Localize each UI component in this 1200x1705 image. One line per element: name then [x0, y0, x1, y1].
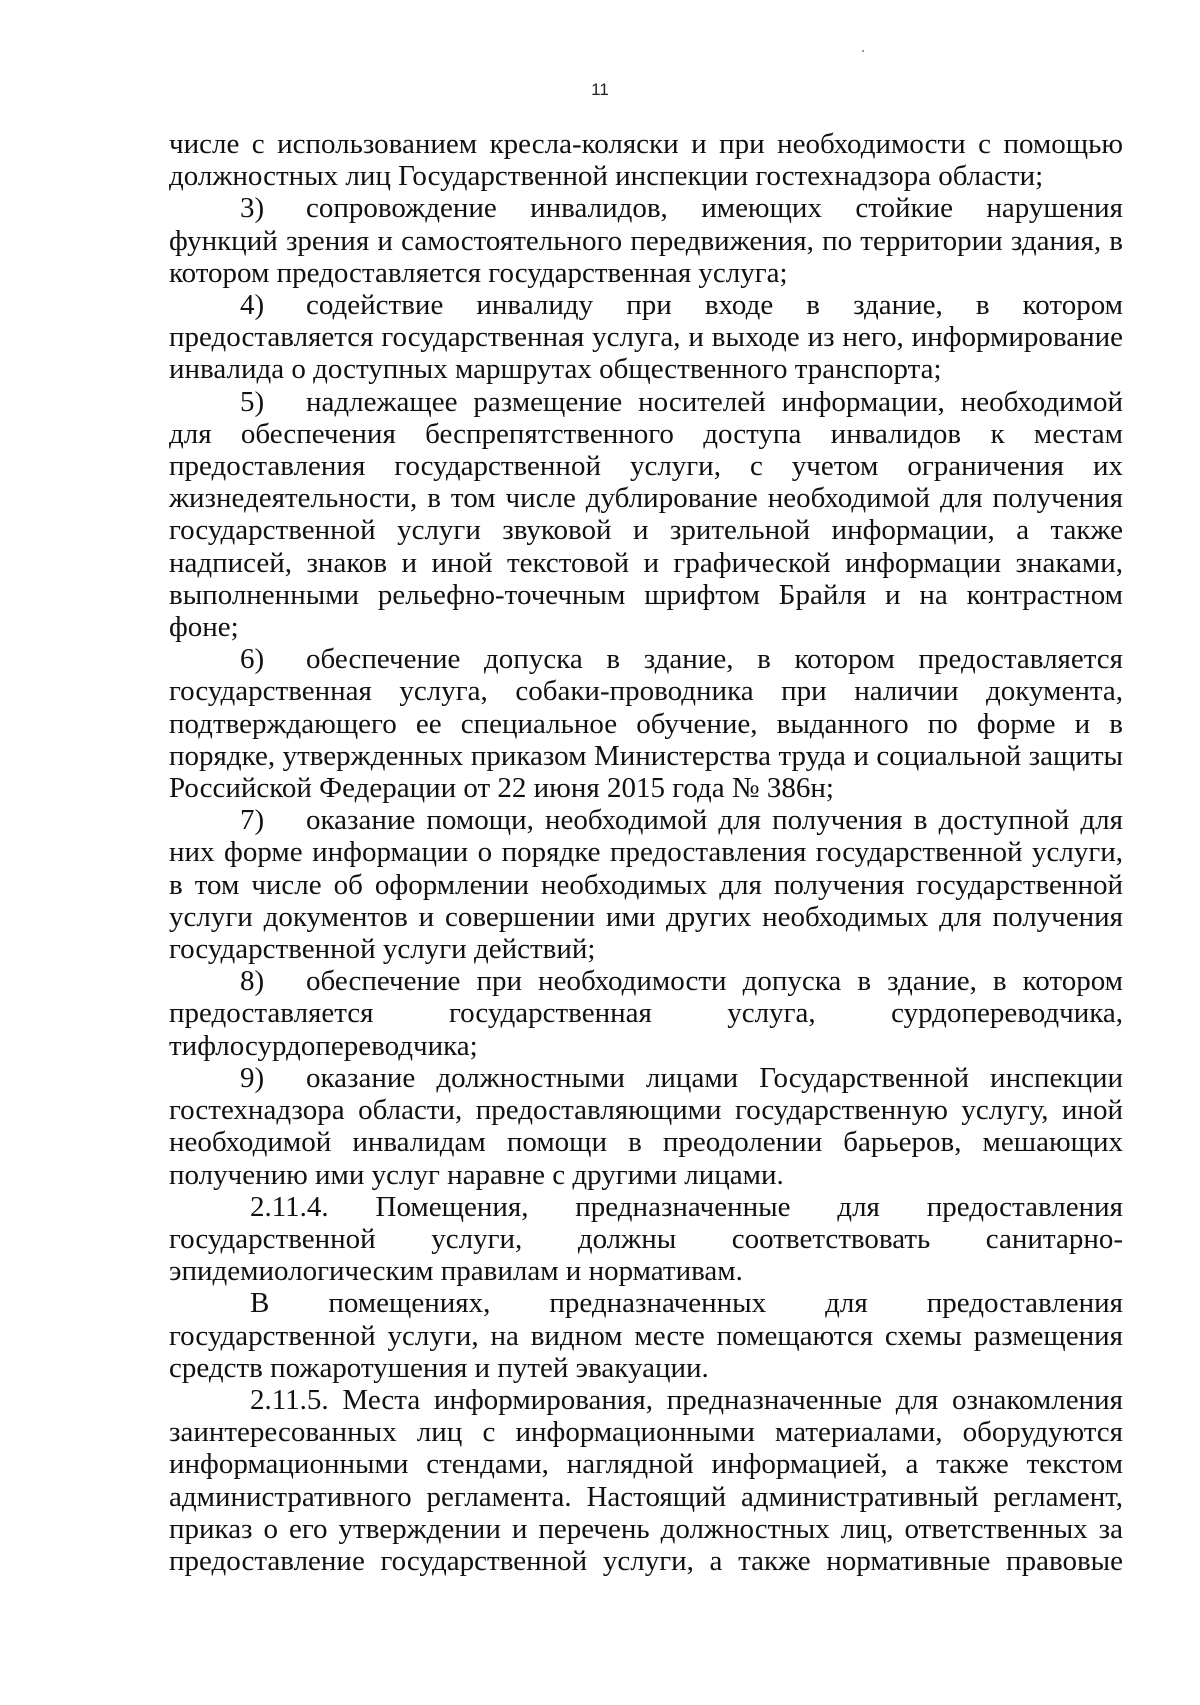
list-item-8 [169, 965, 1123, 1062]
list-item-3 [169, 192, 1123, 289]
paragraph-text: В помещениях, предназначенных для предоставления государственной услуги, на видном месте помещаются схемы размещения средств пожаротушения и путей эвакуации. [169, 1287, 1123, 1384]
list-number: 4) [240, 289, 265, 322]
list-item-5 [169, 386, 1123, 644]
paragraph-text: сопровождение инвалидов, имеющих стойкие нарушения функций зрения и самостоятельного передвижения, по территории здания, в котором предоставляется государственная услуга; [169, 192, 1123, 289]
paragraph-text: 2.11.5. Места информирования, предназначенные для ознакомления заинтересованных лиц с информационными материалами, оборудуются информационными стендами, наглядной информацией, а также текстом административного регламента. Настоящий административный регламент, приказ о его утверждении и перечень должностных лиц, ответственных за предоставление государственной услуги, а также нормативные правовые [169, 1383, 1123, 1577]
paragraph-text: обеспечение при необходимости допуска в здание, в котором предоставляется государственная услуга, сурдопереводчика, тифлосурдопереводчика; [169, 965, 1123, 1062]
paragraph-evacuation [169, 1287, 1123, 1384]
list-number: 6) [240, 643, 265, 676]
paragraph-text: надлежащее размещение носителей информации, необходимой для обеспечения беспрепятственного доступа инвалидов к местам предоставления государственной услуги, с учетом ограничения их жизнедеятельности, в том числе дублирование необходимой для получения государственной услуги звуковой и зрительной информации, а также надписей, знаков и иной текстовой и графической информации знаками, выполненными рельефно-точечным шрифтом Брайля и на контрастном фоне; [169, 385, 1123, 644]
page-number: 11 [591, 80, 609, 99]
list-number: 9) [240, 1061, 265, 1094]
list-item-6 [169, 643, 1123, 804]
list-item-4 [169, 289, 1123, 386]
document-body [169, 128, 1123, 1577]
list-number: 7) [240, 804, 265, 837]
list-item-9 [169, 1062, 1123, 1191]
list-number: 8) [240, 965, 265, 998]
section-2-11-5 [169, 1384, 1123, 1577]
paragraph-text: содействие инвалиду при входе в здание, в котором предоставляется государственная услуга, и выходе из него, информирование инвалида о доступных маршрутах общественного транспорта; [169, 289, 1123, 386]
paragraph-continuation [169, 128, 1123, 192]
list-number: 3) [240, 192, 265, 225]
paragraph-text: оказание помощи, необходимой для получения в доступной для них форме информации о порядке предоставления государственной услуги, в том числе об оформлении необходимых для получения государственной услуги документов и совершении ими других необходимых для получения государственной услуги действий; [169, 804, 1123, 966]
paragraph-text: обеспечение допуска в здание, в котором предоставляется государственная услуга, собаки-проводника при наличии документа, подтверждающего ее специальное обучение, выданного по форме и в порядке, утвержденных приказом Министерства труда и социальной защиты Российской Федерации от 22 июня 2015 года № 386н; [169, 643, 1123, 805]
list-item-7 [169, 804, 1123, 965]
paragraph-text: числе с использованием кресла-коляски и при необходимости с помощью должностных лиц Государственной инспекции гостехнадзора области; [169, 128, 1123, 193]
list-number: 5) [240, 385, 265, 418]
section-number: 2.11.4. [250, 1190, 329, 1223]
paragraph-text: оказание должностными лицами Государственной инспекции гостехнадзора области, предоставляющими государственную услугу, иной необходимой инвалидам помощи в преодолении барьеров, мешающих получению ими услуг наравне с другими лицами. [169, 1061, 1123, 1191]
section-2-11-4 [169, 1191, 1123, 1288]
scan-speck [862, 50, 864, 52]
paragraph-text: Помещения, предназначенные для предоставления государственной услуги, должны соответствовать санитарно-эпидемиологическим правилам и нормативам. [169, 1190, 1123, 1288]
